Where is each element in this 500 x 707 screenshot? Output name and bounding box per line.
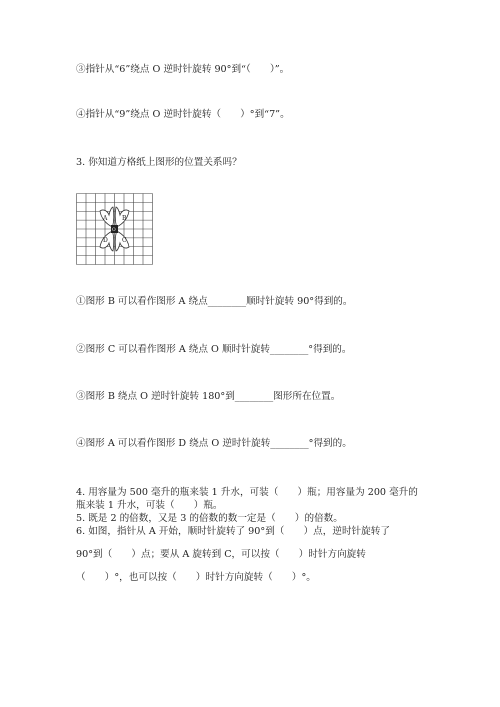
label-o: O — [112, 228, 116, 233]
question-5: 5. 既是 2 的倍数，又是 3 的倍数的数一定是（ ）的倍数。 — [76, 513, 343, 524]
question-4-line-2: 瓶来装 1 升水，可装（ ）瓶。 — [76, 500, 223, 511]
question-4-line-1: 4. 用容量为 500 毫升的瓶来装 1 升水，可装（ ）瓶；用容量为 200 毫升的 — [76, 487, 418, 498]
label-b: B — [122, 215, 127, 222]
problem-3-sub-4: ④图形 A 可以看作图形 D 绕点 O 逆时针旋转________°得到的。 — [76, 438, 352, 449]
label-c: C — [122, 237, 127, 244]
question-3-heading: 3. 你知道方格纸上图形的位置关系吗？ — [76, 157, 242, 168]
problem-3-sub-1: ①图形 B 可以看作图形 A 绕点________顺时针旋转 90°得到的。 — [76, 296, 353, 307]
problem-3-item-3: ③指针从“6”绕点 O 逆时针旋转 90°到“（ ）”。 — [76, 64, 290, 75]
grid-figure — [76, 193, 153, 265]
question-6-line-2: 90°到（ ）点；要从 A 旋转到 C，可以按（ ）时针方向旋转 — [76, 549, 366, 560]
label-a: A — [103, 215, 108, 222]
label-d: D — [103, 237, 108, 244]
question-6-line-1: 6. 如图，指针从 A 开始，顺时针旋转了 90°到（ ）点，逆时针旋转了 — [76, 526, 390, 537]
problem-3-sub-2: ②图形 C 可以看作图形 A 绕点 O 顺时针旋转________°得到的。 — [76, 344, 352, 355]
question-6-line-3: （ ）°，也可以按（ ）时针方向旋转（ ）°。 — [76, 572, 316, 583]
problem-3-item-4: ④指针从“9”绕点 O 逆时针旋转（ ）°到“7”。 — [76, 109, 290, 120]
problem-3-sub-3: ③图形 B 绕点 O 逆时针旋转 180°到________图形所在位置。 — [76, 391, 341, 402]
